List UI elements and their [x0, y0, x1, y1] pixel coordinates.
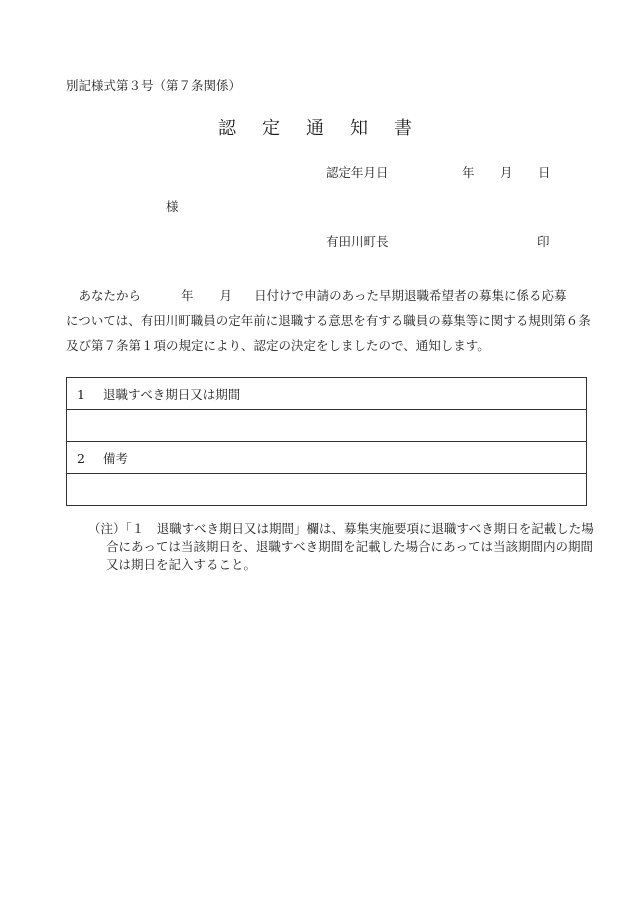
date-year-unit: 年	[462, 165, 475, 180]
body-line-1	[66, 283, 602, 308]
table-row	[67, 378, 587, 410]
recipient-honorific: 様	[166, 199, 179, 214]
form-number-label: 別記様式第３号（第７条関係）	[66, 78, 242, 93]
retirement-date-label: 退職すべき期日又は期間	[103, 386, 241, 402]
title-char: 通	[306, 118, 324, 139]
title-char: 書	[394, 118, 412, 139]
table-row	[67, 410, 587, 442]
row-number: 2	[77, 450, 85, 466]
footnote	[88, 520, 598, 574]
document-title	[0, 114, 630, 140]
title-char: 知	[350, 118, 368, 139]
body-line-1-rest: 日付けで申請のあった早期退職希望者の募集に係る応募	[254, 288, 567, 303]
footnote-text-1: 「１ 退職すべき期日又は期間」欄は、募集実施要項に退職すべき期日を記載した場	[125, 521, 594, 536]
footnote-line-3	[88, 556, 598, 574]
footnote-text-3: 又は期日を記入すること。	[106, 557, 257, 572]
footnote-line-2	[88, 538, 598, 556]
notice-table	[66, 377, 587, 506]
body-intro: あなたから	[78, 288, 142, 303]
body-line-2: については、有田川町職員の定年前に退職する意思を有する職員の募集等に関する規則第６条	[66, 313, 591, 328]
remarks-value-cell	[67, 474, 587, 506]
issuer-name: 有田川町長	[326, 234, 389, 249]
body-line-3: 及び第７条第１項の規定により、認定の決定をしましたので、通知します。	[66, 338, 490, 353]
date-day-unit: 日	[538, 165, 551, 180]
retirement-date-value-cell	[67, 410, 587, 442]
table-row	[67, 474, 587, 506]
seal-mark: 印	[537, 234, 550, 249]
body-month-unit: 月	[219, 288, 233, 303]
footnote-line-1	[88, 520, 598, 538]
notice-body	[66, 283, 602, 358]
title-char: 認	[218, 118, 236, 139]
body-year-unit: 年	[181, 288, 194, 303]
row-number: 1	[77, 386, 85, 402]
title-char: 定	[262, 118, 280, 139]
table-row	[67, 442, 587, 474]
footnote-prefix: （注）	[88, 521, 126, 536]
remarks-label: 備考	[103, 450, 129, 466]
certification-date-label: 認定年月日	[326, 165, 389, 180]
date-month-unit: 月	[500, 165, 513, 180]
table-header-cell	[67, 378, 587, 410]
footnote-text-2: 合にあっては当該期日を、退職すべき期間を記載した場合にあっては当該期間内の期間	[106, 539, 594, 554]
table-header-cell	[67, 442, 587, 474]
